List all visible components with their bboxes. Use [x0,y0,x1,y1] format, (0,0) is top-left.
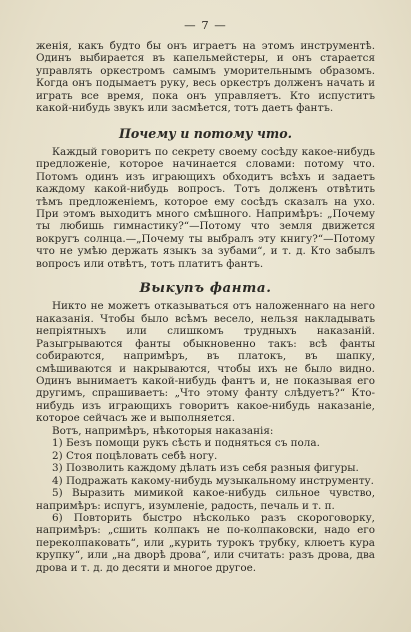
section-heading-forfeit-ransom: Выкупъ фанта. [139,280,272,297]
list-item: 3) Позволить каждому дѣлать изъ себя разныя фигуры. [52,462,359,475]
intro-paragraph: женія, какъ будто бы онъ играетъ на этомъ инструментѣ. Одинъ выбирается въ капельмейстеры, и онъ старается управлять оркестромъ самымъ уморительнымъ образомъ. Когда онъ подымаетъ руку, весь оркестръ долженъ начать и играть все время, пока онъ управляетъ. Кто испуститъ какой-нибудь звукъ или засмѣется, тотъ даетъ фантъ. [36,40,375,115]
list-item: 1) Безъ помощи рукъ сѣсть и подняться съ пола. [52,437,320,450]
list-item: 4) Подражать какому-нибудь музыкальному инструменту. [52,474,374,487]
section-paragraph-forfeit-ransom: Никто не можетъ отказываться отъ наложеннаго на него наказанія. Чтобы было всѣмъ весело, нельзя накладывать непріятныхъ или слишкомъ трудныхъ наказаній. Разыгрываются фанты обыкновенно такъ: всѣ фанты собираются, напримѣръ, въ платокъ, въ шапку, смѣшиваются и накрываются, чтобы ихъ не было видно. Одинъ вынимаетъ какой-нибудь фантъ и, не показывая его другимъ, спрашиваетъ: „Что этому фанту слѣдуетъ?“ Кто-нибудь изъ играющихъ говоритъ какое-нибудь наказаніе, которое сейчасъ же и выполняется. [36,300,375,425]
section-heading-why-because: Почему и потому что. [118,125,293,141]
penalty-list [36,437,375,574]
list-item: 2) Стоя поцѣловать себѣ ногу. [52,449,218,462]
page-number: — 7 — [184,18,227,32]
examples-intro: Вотъ, напримѣръ, нѣкоторыя наказанія: [52,424,274,437]
section-paragraph-why-because: Каждый говоритъ по секрету своему сосѣду какое-нибудь предложеніе, которое начинается словами: потому что. Потомъ одинъ изъ играющихъ обходитъ всѣхъ и задаетъ каждому какой-нибудь вопросъ. Тотъ долженъ отвѣтить тѣмъ предложеніемъ, которое ему сосѣдъ сказалъ на ухо. При этомъ выходитъ много смѣшного. Напримѣръ: „Почему ты любишь гимнастику?“—Потому что земля движется вокругъ солнца.—„Почему ты выбралъ эту книгу?“—Потому что не умѣю держать языкъ за зубами“, и т. д. Кто забылъ вопросъ или отвѣтъ, тотъ платитъ фантъ. [36,145,375,270]
list-item: 6) Повторить быстро нѣсколько разъ скороговорку, напримѣръ: „сшить колпакъ не по-колпаковски, надо его переколпаковать“, или „курить турокъ трубку, клюетъ кура крупку“, или „на дворѣ дрова“, или считать: разъ дрова, два дрова и т. д. до десяти и многое другое. [36,511,375,574]
list-item: 5) Выразить мимикой какое-нибудь сильное чувство, напримѣръ: испугъ, изумленіе, радость, печаль и т. п. [36,487,375,512]
